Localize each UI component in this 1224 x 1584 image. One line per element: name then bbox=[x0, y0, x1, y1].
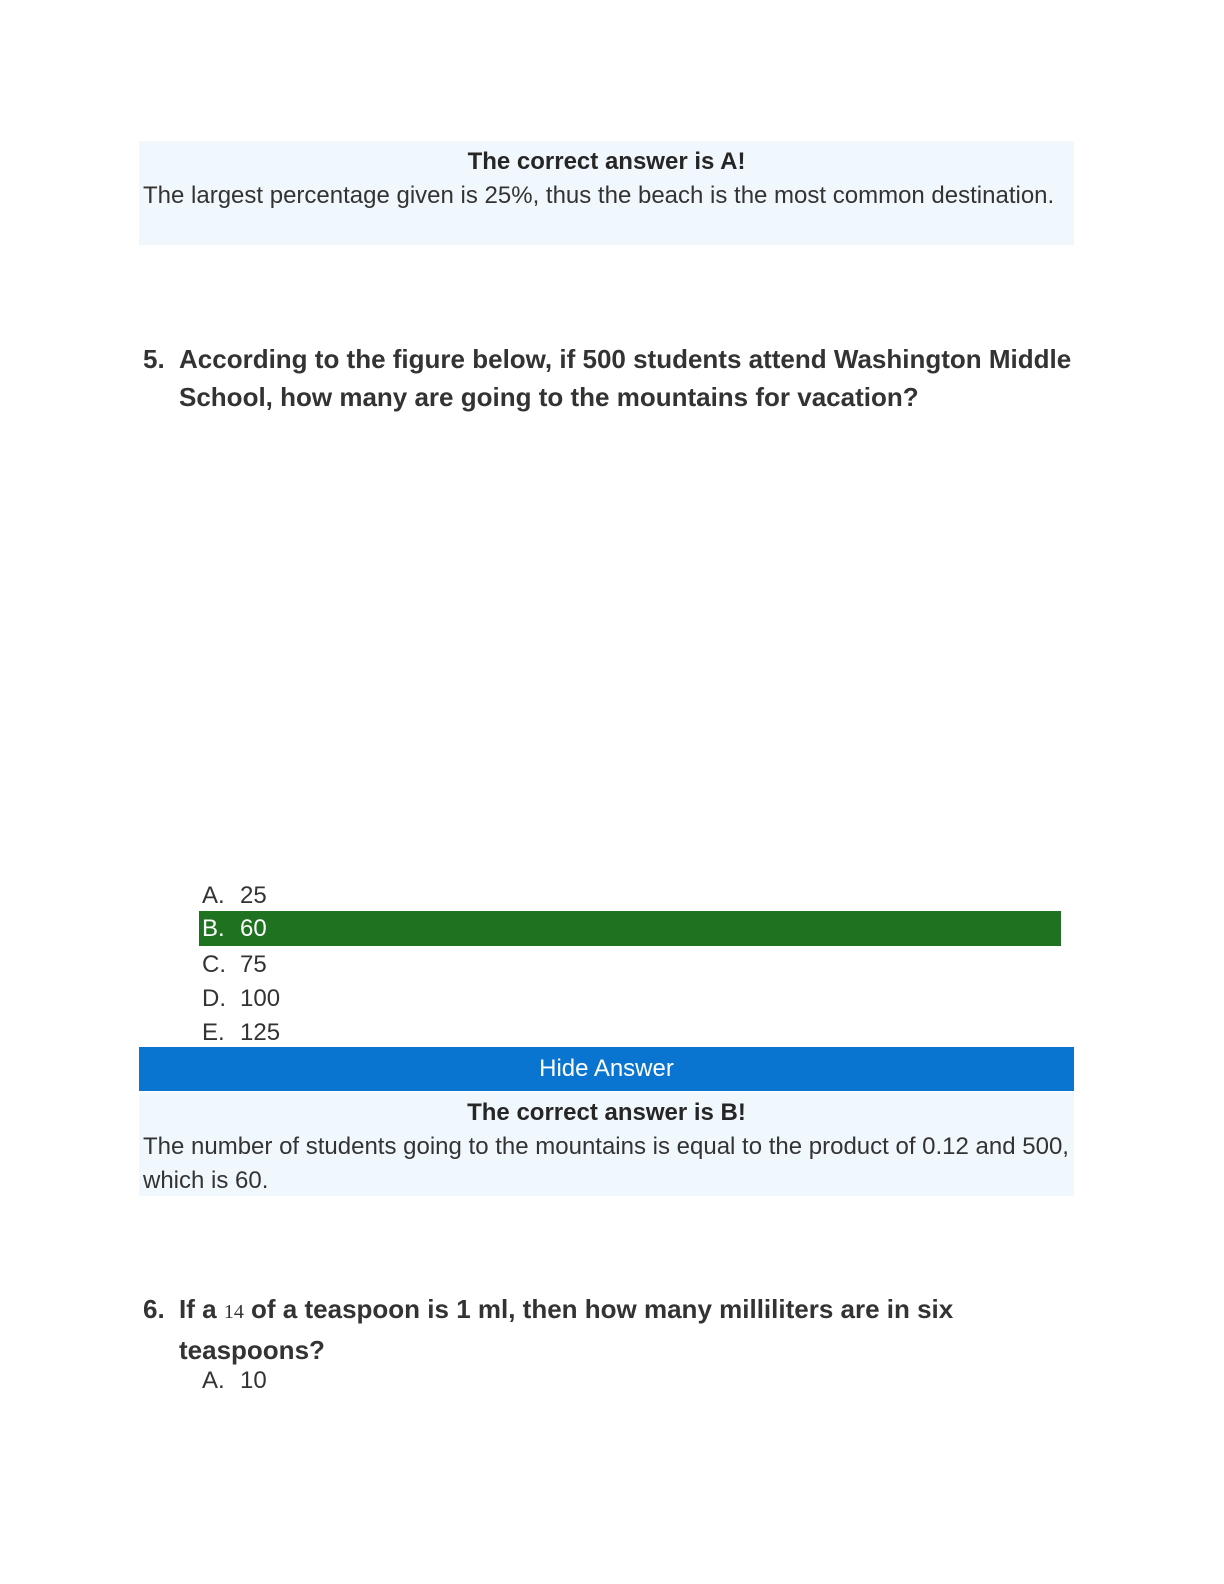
option-e[interactable] bbox=[199, 1015, 1061, 1050]
option-letter: A. bbox=[202, 1367, 225, 1394]
answer-explanation-box bbox=[139, 1092, 1074, 1196]
correct-answer-heading: The correct answer is B! bbox=[467, 1099, 746, 1126]
question-text-end: of a teaspoon is 1 ml, then how many milliliters are in six teaspoons? bbox=[179, 1294, 954, 1365]
option-d[interactable] bbox=[199, 981, 1061, 1016]
option-value: 125 bbox=[240, 1019, 281, 1046]
answer-explanation: The largest percentage given is 25%, thus the beach is the most common destination. bbox=[143, 182, 1055, 209]
option-b-correct[interactable] bbox=[199, 911, 1061, 946]
option-value: 25 bbox=[240, 882, 267, 909]
option-c[interactable] bbox=[199, 947, 1061, 982]
answer-explanation-box bbox=[139, 141, 1074, 245]
option-a[interactable] bbox=[199, 878, 1061, 913]
option-letter: B. bbox=[202, 915, 225, 942]
question-number: 6. bbox=[143, 1294, 165, 1324]
question-text-start: If a bbox=[179, 1294, 217, 1324]
question-text bbox=[179, 1290, 1073, 1369]
option-value: 10 bbox=[240, 1367, 267, 1394]
question-5 bbox=[143, 340, 1073, 416]
question-6 bbox=[143, 1290, 1073, 1369]
fraction: 14 bbox=[223, 1301, 244, 1323]
option-letter: C. bbox=[202, 951, 226, 978]
option-value: 100 bbox=[240, 985, 281, 1012]
hide-answer-button[interactable]: Hide Answer bbox=[139, 1047, 1074, 1091]
option-a[interactable] bbox=[199, 1363, 1061, 1398]
answer-explanation: The number of students going to the mountains is equal to the product of 0.12 and 500, which is 60. bbox=[143, 1133, 1069, 1194]
option-letter: E. bbox=[202, 1019, 225, 1046]
option-letter: A. bbox=[202, 882, 225, 909]
option-value: 75 bbox=[240, 951, 267, 978]
correct-answer-heading: The correct answer is A! bbox=[467, 148, 746, 175]
question-text: According to the figure below, if 500 students attend Washington Middle School, how many are going to the mountains for vacation? bbox=[179, 344, 1072, 412]
option-value: 60 bbox=[240, 915, 267, 942]
option-letter: D. bbox=[202, 985, 226, 1012]
question-number: 5. bbox=[143, 344, 165, 374]
